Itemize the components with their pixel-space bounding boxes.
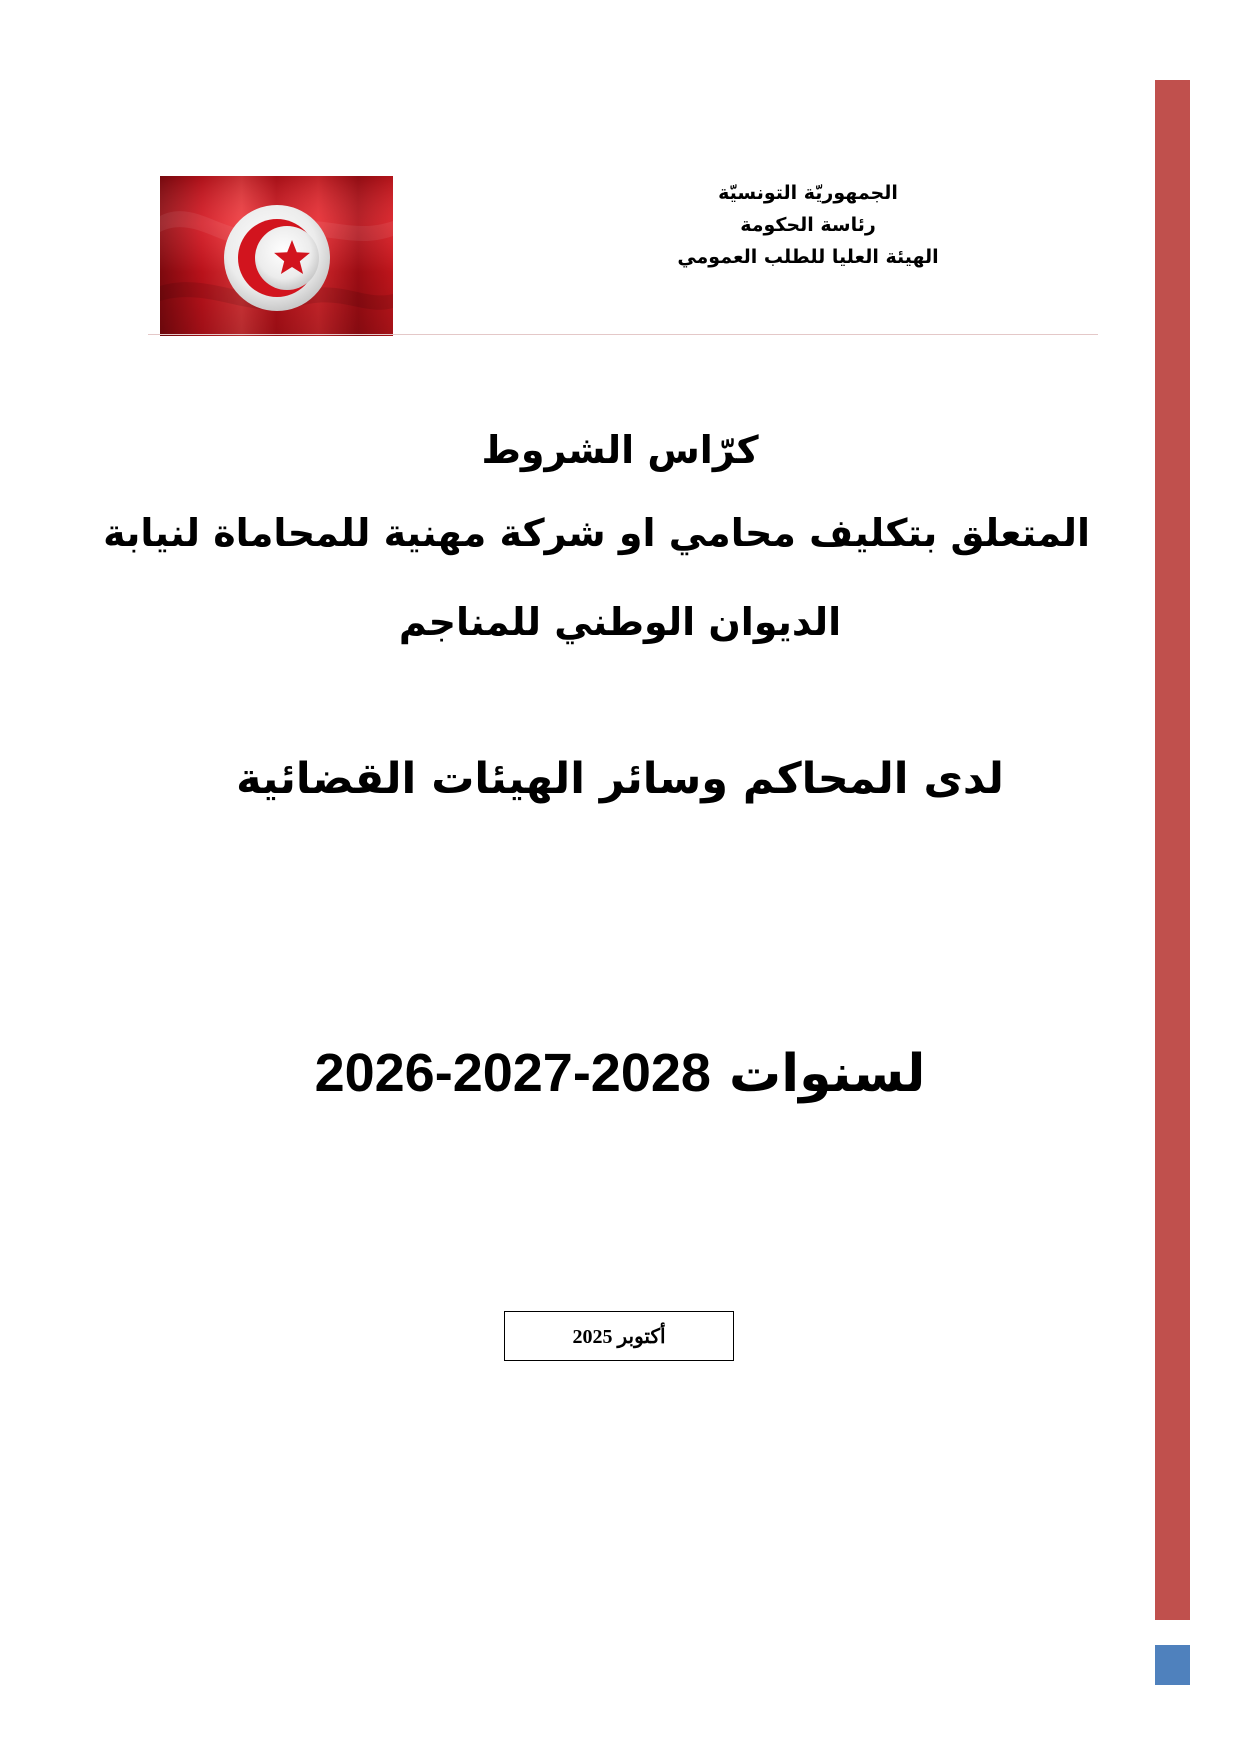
corner-accent-square [1155,1645,1190,1685]
authority-name: الهيئة العليا للطلب العمومي [677,246,939,268]
document-title: كرّاس الشروط [481,428,759,472]
issuing-authority-header [628,177,988,273]
country-name: الجمهوريّة التونسيّة [718,182,898,204]
date-label: أكتوبر 2025 [572,1325,666,1348]
document-subject-line-3: لدى المحاكم وسائر الهيئات القضائية [236,754,1004,804]
years-prefix: لسنوات [729,1044,926,1104]
document-subject-line-1: المتعلق بتكليف محامي او شركة مهنية للمحاماة لنيابة [103,511,1090,555]
presidency-name: رئاسة الحكومة [740,214,876,236]
document-subject-line-2: الديوان الوطني للمناجم [398,600,842,644]
header-divider [148,334,1098,335]
side-accent-bar [1155,80,1190,1620]
years-heading [150,1040,1090,1107]
tunisia-flag-icon [160,176,393,336]
years-range: 2026-2027-2028 [314,1043,711,1103]
date-box [504,1311,734,1361]
